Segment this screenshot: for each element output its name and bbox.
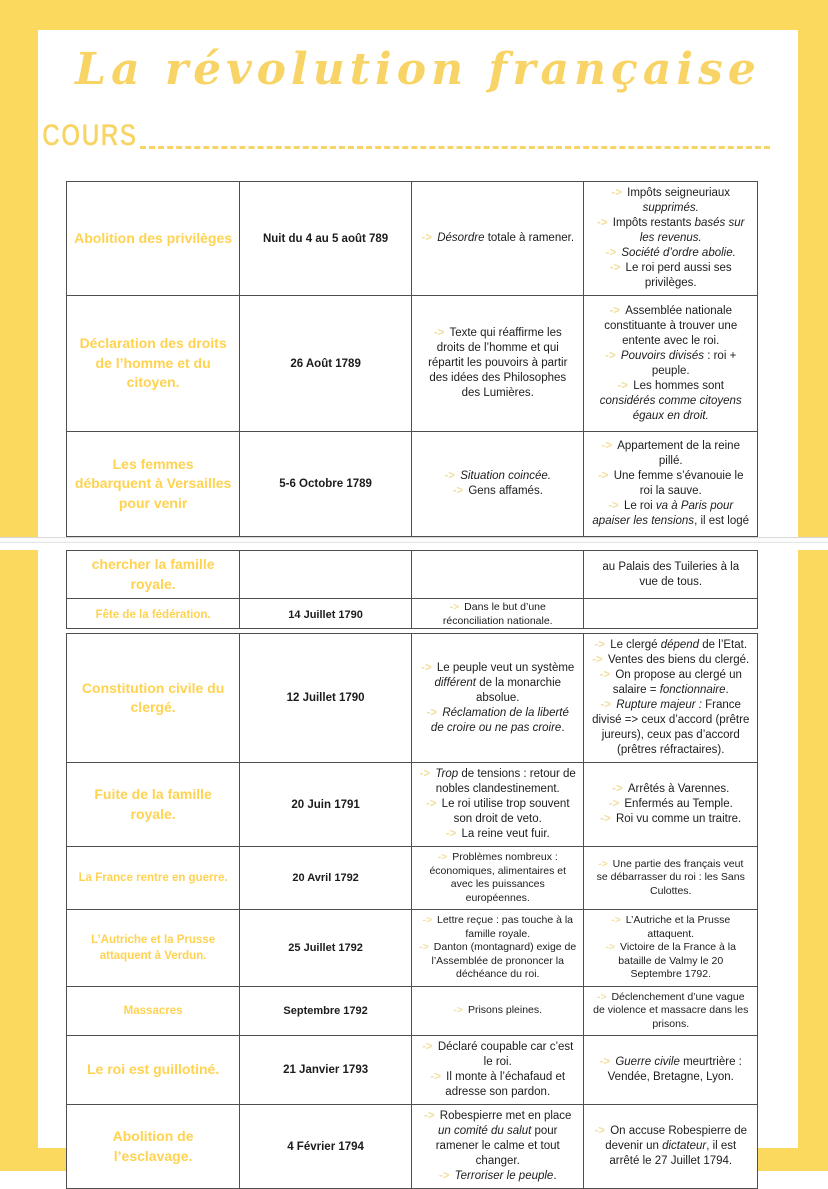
history-table	[66, 181, 758, 1189]
bullet-item	[591, 914, 750, 941]
bullet-text: Déclaré coupable car c’est le roi.	[437, 1041, 574, 1069]
event-name-cell: Constitution civile du clergé.	[67, 634, 240, 762]
consequences-cell	[584, 432, 757, 536]
consequences-cell	[584, 296, 757, 431]
bullet-item	[591, 469, 750, 499]
event-name-cell: L’Autriche et la Prusse attaquent à Verdun.	[67, 910, 240, 986]
bullet-text: considérés comme citoyens égaux en droit.	[599, 394, 742, 422]
event-name-cell: Fuite de la famille royale.	[67, 763, 240, 846]
arrow-icon: ->	[609, 304, 624, 317]
bullet-text: Enfermés au Temple.	[624, 798, 733, 811]
arrow-icon: ->	[600, 813, 614, 826]
bullet-text: différent	[434, 676, 476, 689]
bullet-text: Appartement de la reine pillé.	[617, 440, 740, 467]
bullet-item	[419, 706, 577, 736]
bullet-text: de l’Etat.	[699, 639, 748, 652]
table-row	[67, 1105, 757, 1188]
arrow-icon: ->	[449, 601, 463, 614]
bullet-item	[591, 668, 750, 698]
date-cell: Septembre 1792	[240, 987, 412, 1036]
event-name-cell: Fête de la fédération.	[67, 599, 240, 628]
consequences-cell	[584, 551, 757, 598]
consequences-cell	[584, 1105, 757, 1188]
bullet-text: Situation coincée.	[460, 470, 551, 482]
description-cell	[412, 296, 585, 431]
event-name-cell: Déclaration des droits de l’homme et du citoyen.	[67, 296, 240, 431]
description-cell	[412, 432, 585, 536]
date-cell: 12 Juillet 1790	[240, 634, 412, 762]
consequences-cell	[584, 1036, 757, 1104]
description-cell	[412, 987, 585, 1036]
date-cell: 20 Juin 1791	[240, 763, 412, 846]
bullet-text: Le roi utilise trop souvent son droit de veto.	[441, 798, 570, 826]
bullet-text: un comité du salut	[437, 1125, 532, 1138]
cours-heading	[42, 117, 772, 154]
document-title: La révolution française	[75, 44, 761, 95]
event-name-cell: chercher la famille royale.	[67, 551, 240, 598]
bullet-text: Arrêtés à Varennes.	[627, 783, 730, 796]
bullet-item	[419, 1040, 577, 1070]
bullet-text: Les hommes sont	[633, 379, 724, 392]
arrow-icon: ->	[422, 914, 435, 927]
arrow-icon: ->	[425, 798, 440, 811]
bullet-item	[594, 638, 747, 653]
arrow-icon: ->	[594, 639, 609, 652]
arrow-icon: ->	[426, 706, 441, 719]
consequences-cell	[584, 910, 757, 986]
bullet-text: Une femme s’évanouie le roi la sauve.	[613, 470, 744, 497]
bullet-text: France divisé => ceux d’accord (prêtre jureurs), ceux pas d’accord (prêtres réfractaires).	[592, 699, 750, 757]
bullet-text: La reine veut fuir.	[461, 828, 550, 841]
bullet-text: Problèmes nombreux : économiques, alimentaires et avec les puissances européennes.	[429, 851, 567, 904]
bullet-text: Il monte à l’échafaud et adresse son pardon.	[445, 1071, 566, 1099]
bullet-item	[591, 186, 750, 216]
cours-underline	[140, 146, 770, 149]
bullet-text: Victoire de la France à la bataille de Valmy le 20 Septembre 1792.	[618, 941, 736, 981]
bullet-item	[591, 991, 750, 1032]
bullet-text: au Palais des Tuileries à la vue de tous.	[602, 560, 740, 588]
bullet-item	[453, 484, 543, 499]
event-name-cell: Massacres	[67, 987, 240, 1036]
bullet-text: Prisons pleines.	[467, 1004, 543, 1017]
arrow-icon: ->	[600, 699, 615, 712]
event-name-cell: Les femmes débarquent à Versailles pour venir	[67, 432, 240, 536]
arrow-icon: ->	[597, 217, 611, 229]
arrow-icon: ->	[605, 247, 620, 259]
bullet-item	[419, 851, 577, 905]
description-cell	[412, 910, 585, 986]
bullet-item	[444, 469, 551, 484]
table-row	[67, 634, 757, 763]
description-cell	[412, 763, 585, 846]
page-break-band	[0, 537, 828, 550]
bullet-text: Terroriser le peuple	[454, 1170, 554, 1183]
description-cell	[412, 634, 585, 762]
bullet-text: Réclamation de la liberté de croire ou ne pas croire	[430, 706, 569, 734]
bullet-item	[591, 304, 750, 349]
arrow-icon: ->	[594, 1125, 609, 1138]
bullet-item	[606, 246, 736, 261]
consequences-cell	[584, 847, 757, 909]
bullet-text: meurtrière : Vendée, Bretagne, Lyon.	[607, 1056, 742, 1084]
arrow-icon: ->	[605, 941, 619, 954]
consequences-cell	[584, 599, 757, 628]
arrow-icon: ->	[598, 857, 611, 870]
bullet-text: pour ramener le calme et tout changer.	[435, 1125, 560, 1168]
bullet-text: Trop	[435, 768, 459, 781]
bullet-text: supprimés.	[642, 202, 699, 214]
table-row	[67, 1036, 757, 1105]
bullet-item	[419, 914, 577, 941]
bullet-text: fonctionnaire	[659, 684, 726, 697]
bullet-item	[453, 1004, 542, 1018]
arrow-icon: ->	[612, 783, 626, 796]
bullet-text: Gens affamés.	[468, 485, 543, 497]
description-cell	[412, 182, 585, 295]
bullet-item	[591, 216, 750, 246]
date-cell: 21 Janvier 1793	[240, 1036, 412, 1104]
bullet-text: Assemblée nationale constituante à trouver une entente avec le roi.	[604, 304, 738, 347]
bullet-text: Déclenchement d’une vague de violence et massacre dans les prisons.	[593, 990, 749, 1030]
arrow-icon: ->	[421, 661, 435, 674]
table-row	[67, 847, 757, 910]
table-segment	[66, 550, 758, 629]
bullet-item	[591, 499, 750, 529]
arrow-icon: ->	[592, 654, 606, 667]
arrow-icon: ->	[596, 990, 610, 1003]
bullet-item	[419, 1109, 577, 1169]
bullet-text: Société d’ordre abolie.	[621, 247, 736, 259]
table-segment	[66, 633, 758, 1189]
arrow-icon: ->	[419, 941, 432, 954]
bullet-item	[419, 661, 577, 706]
bullet-text: Dans le but d’une réconciliation nationale.	[442, 601, 553, 627]
consequences-cell	[584, 763, 757, 846]
table-row	[67, 763, 757, 847]
bullet-text: basés sur les revenus.	[639, 217, 745, 244]
document-page	[38, 30, 798, 1183]
bullet-item	[419, 326, 577, 401]
bullet-text: Une partie des français veut se débarrasser du roi : les Sans Culottes.	[596, 857, 745, 897]
date-cell	[240, 551, 412, 598]
consequences-cell	[584, 182, 757, 295]
arrow-icon: ->	[419, 768, 434, 781]
bullet-item	[609, 797, 733, 812]
bullet-text: Ventes des biens du clergé.	[607, 654, 750, 667]
bullet-item	[591, 439, 750, 469]
description-cell	[412, 1036, 585, 1104]
bullet-text: dépend	[660, 639, 700, 652]
event-name-cell: Abolition des privilèges	[67, 182, 240, 295]
arrow-icon: ->	[430, 1071, 445, 1084]
table-row	[67, 551, 757, 599]
bullet-item	[591, 941, 750, 982]
arrow-icon: ->	[433, 327, 448, 339]
arrow-icon: ->	[617, 379, 632, 392]
bullet-text: On accuse Robespierre de devenir un	[605, 1125, 748, 1153]
bullet-item	[439, 1169, 557, 1184]
arrow-icon: ->	[422, 1041, 436, 1054]
table-row	[67, 910, 757, 987]
arrow-icon: ->	[611, 187, 626, 199]
bullet-text: Danton (montagnard) exige de l’Assemblée de prononcer la déchéance du roi.	[431, 941, 577, 981]
bullet-item	[591, 1055, 750, 1085]
bullet-text: L’Autriche et la Prusse attaquent.	[625, 914, 731, 940]
bullet-item	[591, 560, 750, 590]
arrow-icon: ->	[452, 485, 467, 497]
table-segment	[66, 181, 758, 537]
bullet-item	[419, 797, 577, 827]
arrow-icon: ->	[599, 669, 614, 682]
table-row	[67, 599, 757, 628]
arrow-icon: ->	[453, 1004, 466, 1017]
bullet-text: .	[553, 1170, 557, 1183]
date-cell: 26 Août 1789	[240, 296, 412, 431]
cours-label: COURS	[42, 117, 138, 153]
bullet-text: Texte qui réaffirme les droits de l’homme et qui répartit les pouvoirs à partir des idées des Philosophes des Lumières.	[428, 327, 568, 399]
event-name-cell: La France rentre en guerre.	[67, 847, 240, 909]
bullet-item	[592, 653, 749, 668]
bullet-text: , il est logé	[694, 515, 750, 527]
bullet-item	[419, 601, 577, 628]
bullet-text: Robespierre met en place	[439, 1110, 572, 1123]
bullet-item	[591, 261, 750, 291]
arrow-icon: ->	[601, 440, 616, 452]
event-name-cell: Le roi est guillotiné.	[67, 1036, 240, 1104]
arrow-icon: ->	[445, 828, 460, 841]
bullet-text: .	[725, 684, 729, 697]
date-cell: 4 Février 1794	[240, 1105, 412, 1188]
bullet-item	[419, 941, 577, 982]
arrow-icon: ->	[444, 470, 459, 482]
bullet-text: Guerre civile	[615, 1056, 680, 1069]
arrow-icon: ->	[424, 1110, 438, 1123]
bullet-text: Désordre	[437, 232, 485, 244]
bullet-item	[612, 782, 729, 797]
description-cell	[412, 599, 585, 628]
table-row	[67, 182, 757, 296]
bullet-text: Lettre reçue : pas touche à la famille royale.	[437, 914, 574, 940]
arrow-icon: ->	[599, 1056, 614, 1069]
event-name-cell: Abolition de l’esclavage.	[67, 1105, 240, 1188]
date-cell: 14 Juillet 1790	[240, 599, 412, 628]
bullet-text: Pouvoirs divisés	[620, 349, 705, 362]
arrow-icon: ->	[437, 851, 451, 864]
bullet-item	[591, 349, 750, 379]
arrow-icon: ->	[597, 470, 612, 482]
arrow-icon: ->	[438, 1170, 453, 1183]
bullet-text: Impôts seigneuriaux	[627, 187, 731, 199]
date-cell: 20 Avril 1792	[240, 847, 412, 909]
description-cell	[412, 551, 585, 598]
bullet-text: Roi vu comme un traitre.	[615, 813, 742, 826]
bullet-item	[591, 379, 750, 424]
bullet-text: dictateur	[662, 1140, 707, 1153]
bullet-text: va à Paris pour apaiser les tensions	[592, 500, 734, 527]
arrow-icon: ->	[611, 914, 624, 927]
consequences-cell	[584, 634, 757, 762]
bullet-item	[419, 1070, 577, 1100]
bullet-item	[591, 858, 750, 899]
bullet-item	[446, 827, 550, 842]
bullet-text: de tensions : retour de nobles clandestinement.	[435, 768, 576, 796]
arrow-icon: ->	[609, 262, 624, 274]
bullet-text: totale à ramener.	[484, 232, 575, 244]
bullet-item	[419, 767, 577, 797]
bullet-text: , il est arrêté le 27 Juillet 1794.	[609, 1140, 737, 1168]
arrow-icon: ->	[605, 349, 619, 362]
table-row	[67, 296, 757, 432]
bullet-text: Le roi	[623, 500, 656, 512]
table-row	[67, 987, 757, 1037]
table-row	[67, 432, 757, 536]
bullet-item	[591, 698, 750, 758]
bullet-item	[591, 1124, 750, 1169]
bullet-item	[421, 231, 574, 246]
date-cell: 25 Juillet 1792	[240, 910, 412, 986]
consequences-cell	[584, 987, 757, 1036]
bullet-text: Le clergé	[610, 639, 661, 652]
date-cell: 5-6 Octobre 1789	[240, 432, 412, 536]
bullet-text: : roi + peuple.	[651, 349, 737, 377]
description-cell	[412, 1105, 585, 1188]
bullet-text: Le roi perd aussi ses privilèges.	[625, 262, 732, 289]
arrow-icon: ->	[608, 798, 623, 811]
date-cell: Nuit du 4 au 5 août 789	[240, 182, 412, 295]
bullet-text: de la monarchie absolue.	[475, 676, 562, 704]
bullet-item	[600, 812, 741, 827]
bullet-text: .	[561, 721, 565, 734]
bullet-text: On propose au clergé un salaire =	[612, 669, 742, 697]
arrow-icon: ->	[608, 500, 622, 512]
bullet-text: Impôts restants	[612, 217, 695, 229]
arrow-icon: ->	[421, 232, 436, 244]
bullet-text: Le peuple veut un système	[436, 661, 575, 674]
description-cell	[412, 847, 585, 909]
bullet-text: Rupture majeur :	[616, 699, 702, 712]
